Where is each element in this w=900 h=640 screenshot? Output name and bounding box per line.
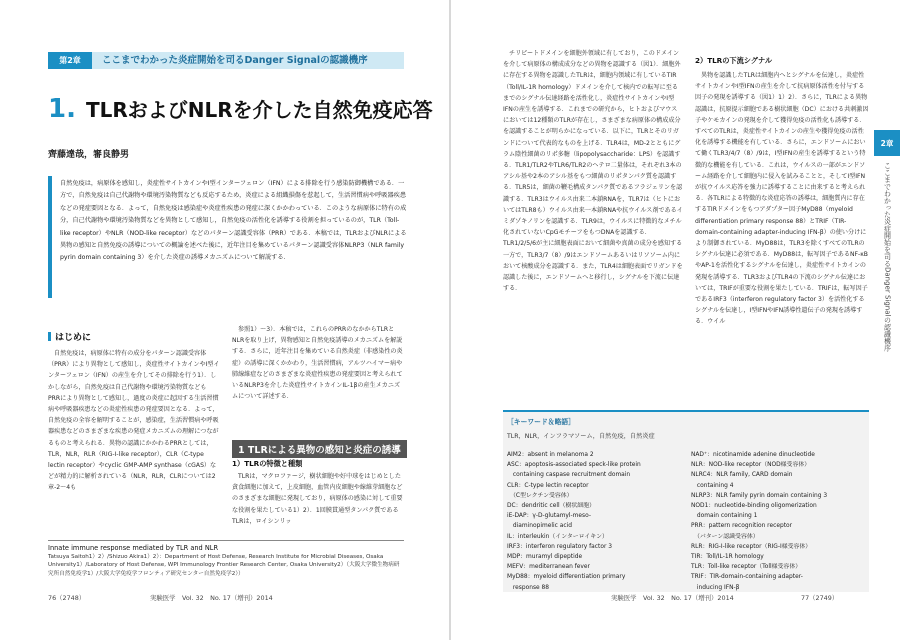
keyword-entry: TIR：Toll/IL-1R homology: [691, 554, 764, 561]
keyword-entry: iE-DAP：γ-D-glutamyl-meso-: [507, 513, 591, 520]
intro-paragraph-2: 参照1）〜3）．本稿では，これらのPRRのなかからTLRとNLRを取り上げ，異物感知と自然免疫誘導のメカニズムを解説する．さらに，近年注目を集めている自然炎症（非感染性の炎症）の誘導に深くかかわり，生活習慣病，アルツハイマー病や肺線維症などのさまざまな炎症性疾患の発症要因と考えられているNLRP3を介した炎症性サイトカインIL-1βの産生メカニズムについて詳述する．: [232, 326, 403, 401]
keyword-entry: containing 4: [691, 482, 734, 489]
left-page-number: 76（2748）: [48, 594, 86, 602]
keyword-entry: diaminopimelic acid: [507, 523, 572, 530]
keyword-entry: MDP：muramyl dipeptide: [507, 554, 583, 561]
chapter-side-tab: [874, 130, 900, 375]
keyword-entry: containing caspase recruitment domain: [507, 472, 631, 479]
right-column-2: [695, 70, 869, 400]
article-title: TLRおよびNLRを介した自然免疫応答: [86, 98, 433, 122]
section-1-heading: 1 TLRによる異物の感知と炎症の誘導: [232, 440, 407, 458]
keyword-entry: IL：interleukin（インターロイキン）: [507, 533, 608, 540]
keyword-entry: TLR：Toll-like receptor（Toll様受容体）: [691, 564, 802, 571]
heading-bar: [48, 332, 51, 341]
intro-column-1: [48, 348, 220, 534]
right-column-1: [503, 48, 683, 400]
section-1-sub-2: 2）TLRの下流シグナル: [695, 56, 773, 65]
keyword-entry: NLRC4：NLR family, CARD domain: [691, 472, 793, 479]
intro-column-2: [232, 324, 404, 434]
keyword-entry: PRR：pattern recognition receptor: [691, 523, 793, 530]
chapter-banner: [48, 52, 404, 69]
keyword-entry: NAD⁺：nicotinamide adenine dinucleotide: [691, 452, 815, 458]
chapter-number: 第2章: [48, 52, 92, 69]
keywords-right-column: [691, 450, 867, 593]
tlr-signal-paragraph: 異物を認識したTLRは細胞内へとシグナルを伝達し，炎症性サイトカインやⅠ型IFNの産生を介して抗病原体活性を付与する因子の発現を誘導する（図1）1）2）．さらに，TLRによる異物認識は，抗原提示細胞である樹状細胞（DC）における共刺激因子やケモカインの発現を介して獲得免疫の活性化も誘導する．すべてのTLRは，炎症性サイトカインの産生や獲得免疫の活性化を誘導する機能を有している．さらに，エンドソームにおいて働くTLR3/4/7（8）/9は，Ⅰ型IFNの産生を誘導するという特徴的な機能を有している．これは，ウイルスの一部がエンドソーム経路を介して細胞内に侵入を試みることと，そしてⅠ型IFNが抗ウイルス応答を強力に誘導することに由来すると考えられる．各TLRによる特徴的な炎症応答の誘導は，細胞質内に存在するTIRドメインをもつアダプター因子MyD88（myeloid differentiation primary response 88）とTRIF（TIR-domain-containing adapter-inducing IFN-β）の使い分けにより制御されている．MyD88は，TLR3を除くすべてのTLRのシグナル伝達に必須である．MyD88は，転写因子であるNF-κBやAP-1を活性化するシグナルを伝達し，炎症性サイトカインの発現を誘導する．TLR3およびTLR4の下流のシグナル伝達においては，TRIFが重要な役割を果たしている．TRIFは，転写因子であるIRF3（interferon regulatory factor 3）を活性化するシグナルを伝達し，Ⅰ型IFNやIFN誘導性遺伝子の発現を誘導する．ウイル: [695, 72, 869, 326]
keyword-entry: （パターン認識受容体）: [691, 533, 759, 540]
keywords-heading: ［キーワード＆略語］: [507, 418, 575, 426]
section-1-sub-1: 1）TLRの特徴と種類: [232, 459, 303, 468]
side-tab-number: 2章: [874, 130, 900, 156]
side-tab-text: ここまでわかった炎症開始を司るDanger Signalの認識機序: [883, 162, 892, 352]
left-journal-footer: 実験医学 Vol. 32 No. 17（増刊）2014: [150, 594, 273, 602]
keyword-entry: inducing IFN-β: [691, 584, 740, 591]
affiliation-english-title: Innate immune response mediated by TLR and NLR: [48, 544, 219, 552]
tlr-intro-paragraph: チリピートドメインを細胞外領域に有しており，このドメインを介して病原体の構成成分などの異物を認識する（図1）．細胞外に存在する異物を認識したTLRは，細胞内領域に有しているTIR（Toll/IL-1R homology）ドメインを介して核内での転写に至るまでのシグナル伝達経路を活性化し，炎症性サイトカインやⅠ型IFNの産生を誘導する．これまでの研究から，ヒトおよびマウスにおいては12種類のTLRが存在し，さまざまな病原体の構成成分を認識することが明らかになっている．以下に，TLRとそのリガンドについて代表的なものを上げる．TLR4は，MD-2とともにグラム陰性細菌のリポ多糖（lipopolysaccharide：LPS）を認識する．TLR1/TLR2やTLR6/TLR2のヘテロ二量体は，それぞれ3本のアシル基や2本のアシル基をもつ細菌のリポタンパク質を認識する．TLR5は，細菌の鞭毛構成タンパク質であるフラジェリンを認識する．TLR3はウイルス由来二本鎖RNAを，TLR7は（ヒトにおいてはTLR8も）ウイルス由来一本鎖RNAや抗ウイルス剤であるイミダゾキノリンを認識する．TLR9は，ウイルスに特徴的なメチル化されていないCpGモチーフをもつDNAを認識する．TLR1/2/5/6が主に細胞表面において細菌や真菌の成分を感知する一方で，TLR3/7（8）/9はエンドソームあるいはリソソーム内において核酸成分を認識する．また，TLR4は細胞表面でリガンドを認識した後に，エンドソームへと移行し，シグナルを下流に伝達する．: [503, 50, 683, 293]
keyword-entry: CLR：C-type lectin receptor: [507, 482, 589, 489]
right-journal-footer: 実験医学 Vol. 32 No. 17（増刊）2014: [611, 594, 734, 602]
intro-heading: [48, 330, 91, 343]
keyword-entry: ASC：apoptosis-associated speck-like protein: [507, 462, 641, 469]
keyword-entry: TRIF：TIR-domain-containing adapter-: [691, 574, 803, 581]
keyword-entry: NOD1：nucleotide-binding oligomerization: [691, 503, 817, 510]
intro-heading-text: はじめに: [55, 333, 92, 343]
abstract-box: [48, 176, 408, 298]
keywords-tags: TLR，NLR，インフラマソーム，自然免疫，自然炎症: [507, 433, 655, 440]
right-page-number: 77（2749）: [801, 594, 839, 602]
keyword-entry: MyD88：myeloid differentiation primary: [507, 574, 626, 581]
article-authors: 齊藤達哉，審良静男: [48, 150, 130, 160]
affiliation-rule: [48, 540, 404, 541]
keywords-left-column: [507, 450, 683, 593]
chapter-title: ここまでわかった炎症開始を司るDanger Signalの認識機序: [102, 55, 368, 66]
keyword-entry: response 88: [507, 584, 550, 591]
keyword-entry: MEFV：mediterranean fever: [507, 564, 590, 571]
keyword-entry: NLR：NOD-like receptor（NOD様受容体）: [691, 462, 811, 469]
keyword-entry: IRF3：interferon regulatory factor 3: [507, 543, 612, 550]
keywords-box: [503, 410, 869, 592]
keyword-entry: domain containing 1: [691, 513, 758, 520]
left-page: [0, 0, 449, 640]
keyword-entry: RLR：RIG-I-like receptor（RIG-I様受容体）: [691, 543, 812, 550]
section-1-paragraph: TLRは，マクロファージ，樹状細胞や好中球をはじめとした貪食細胞に加えて，上皮細胞，血管内皮細胞や線維芽細胞などのさまざまな細胞に発現しており，病原体の感染に対して重要な役割を果たしている1）2）．1回膜貫通型タンパク質であるTLRは，ロイシンリッ: [232, 473, 403, 525]
right-page: [451, 0, 900, 640]
keyword-entry: DC：dendritic cell（樹状細胞）: [507, 503, 595, 510]
intro-paragraph-1: 自然免疫は，病原体に特有の成分をパターン認識受容体（PRR）により異物として感知し，炎症性サイトカインやⅠ型インターフェロン（IFN）の産生を介してその排除を行う1）．しかしながら，自然免疫は自己代謝物や環境汚染物質なども PRRにより異物として感知し，過度の炎症に起因する生活習慣病や呼吸器疾患などの炎症性疾患の発症要因となる．よって，自然免疫の全容を解明することが，感染症，生活習慣病や呼吸器疾患などのさまざまな疾患の発症メカニズムの理解につながるものと考えられる．異物の認識にかかわるPRRとしては，TLR，NLR，RLR（RIG-I-like receptor），CLR（C-type lectin receptor）やcyclic GMP-AMP synthase（cGAS）などが精力的に解析されている（NLR，RLR，CLRについては2章-2〜4も: [48, 350, 220, 492]
keyword-entry: AIM2：absent in melanoma 2: [507, 452, 594, 458]
affiliation-text: Tatsuya Saitoh1）2）/Shizuo Akira1）2）：Department of Host Defense, Research Institute for Microbial Diseases, Osaka University1）/Laboratory of Host Defense, WPI Immunology Frontier Research Center, Osaka University2）（大阪大学微生物病研究所自然免疫学1）/大阪大学免疫学フロンティア研究センター自然免疫学2））: [48, 553, 400, 577]
section-1-column: [232, 471, 404, 535]
keyword-entry: （C型レクチン受容体）: [507, 492, 573, 499]
article-number: 1.: [48, 94, 76, 124]
abstract-text: 自然免疫は，病原体を感知し，炎症性サイトカインやⅠ型インターフェロン（IFN）による排除を行う感染防御機構である．一方で，自然免疫は自己代謝物や環境汚染物質なども反応するため，炎症による組織損傷を惹起して，生活習慣病や呼吸器疾患などの発症要因となる．よって，自然免疫は感染症や炎症性疾患の発症に深くかかわっている．このような病原体に特有の成分，自己代謝物や環境汚染物質などを異物として感知し，自然免疫の活性化を誘導する役割を担っているのが，TLR（Toll-like receptor）やNLR（NOD-like receptor）などのパターン認識受容体（PRR）である．本稿では，TLRおよびNLRによる異物の感知と自然免疫の誘導についての概論を述べた後に，近年注目を集めているパターン認識受容体NLRP3（NLR family pyrin domain containing 3）を介した炎症の誘導メカニズムについて解説する．: [60, 180, 407, 262]
keyword-entry: NLRP3：NLR family pyrin domain containing 3: [691, 492, 828, 499]
affiliation-block: [48, 544, 404, 578]
